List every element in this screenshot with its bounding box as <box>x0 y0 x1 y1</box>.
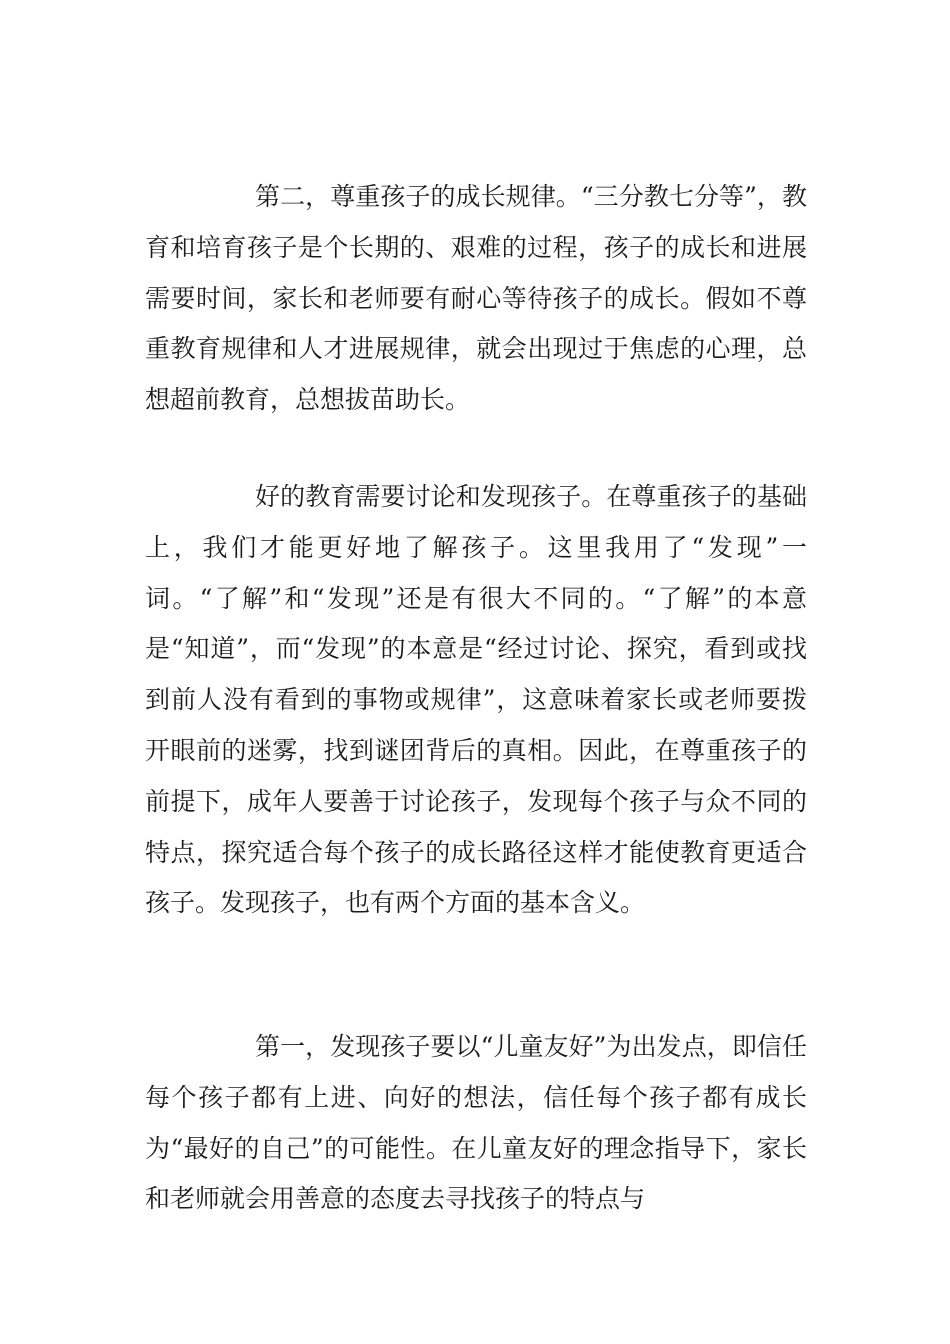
paragraph-growth-rules: 第二，尊重孩子的成长规律。“三分教七分等”，教育和培育孩子是个长期的、艰难的过程，孩子的成长和进展需要时间，家长和老师要有耐心等待孩子的成长。假如不尊重教育规律和人才进展规律，就会出现过于焦虑的心理，总想超前教育，总想拔苗助长。 <box>145 182 807 415</box>
paragraph-discover-children: 好的教育需要讨论和发现孩子。在尊重孩子的基础上，我们才能更好地了解孩子。这里我用了“发现”一词。“了解”和“发现”还是有很大不同的。“了解”的本意是“知道”，而“发现”的本意是“经过讨论、探究，看到或找到前人没有看到的事物或规律”，这意味着家长或老师要拨开眼前的迷雾，找到谜团背后的真相。因此，在尊重孩子的前提下，成年人要善于讨论孩子，发现每个孩子与众不同的特点，探究适合每个孩子的成长路径这样才能使教育更适合孩子。发现孩子，也有两个方面的基本含义。 <box>145 482 807 918</box>
paragraph-child-friendly: 第一，发现孩子要以“儿童友好”为出发点，即信任每个孩子都有上进、向好的想法，信任每个孩子都有成长为“最好的自己”的可能性。在儿童友好的理念指导下，家长和老师就会用善意的态度去寻找孩子的特点与 <box>145 1032 807 1214</box>
